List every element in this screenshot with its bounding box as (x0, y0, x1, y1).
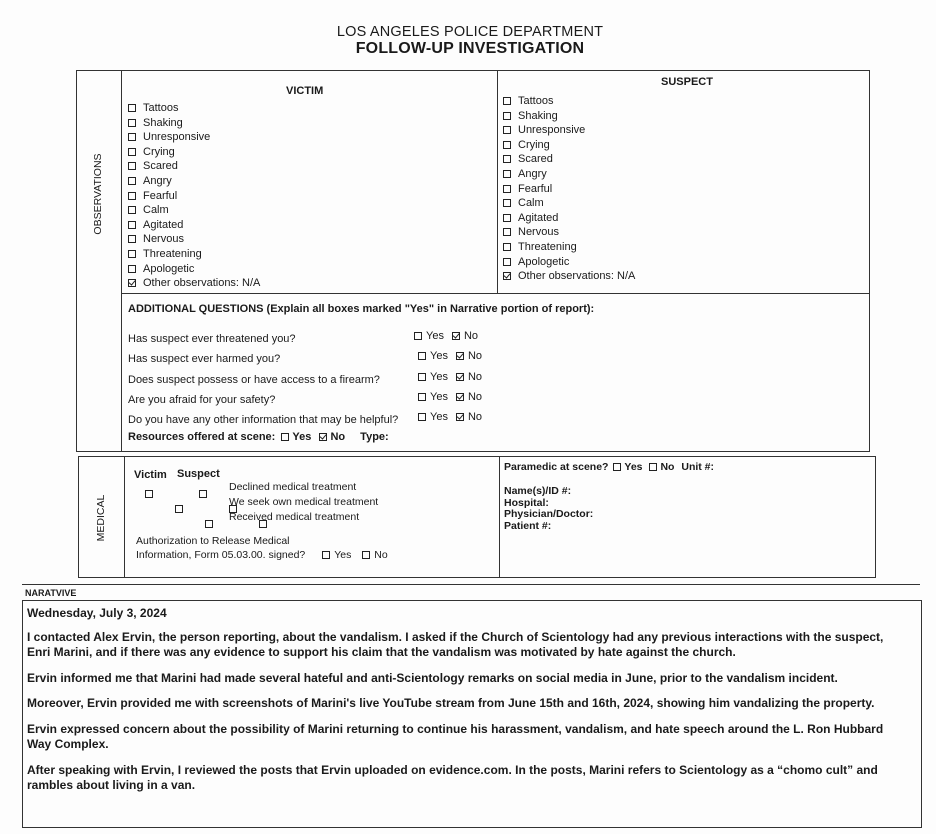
question-text: Has suspect ever threatened you? (128, 333, 296, 345)
victim-observation-label: Fearful (143, 189, 178, 202)
suspect-observation-item (503, 240, 635, 255)
authorization-line2: Information, Form 05.03.00. signed? (136, 549, 306, 561)
medical-suspect-col: Suspect (177, 468, 220, 480)
suspect-observation-label: Tattoos (518, 95, 554, 107)
narrative-paragraph: I contacted Alex Ervin, the person reporting, about the vandalism. I asked if the Church of Scientology had any previous interactions with the suspect, Enri Marini, and if there was any evidence to support his claim that the vandalism was motivated by hate against the church. (27, 629, 884, 659)
victim-observation-checkbox[interactable] (128, 177, 136, 185)
victim-observation-checkbox[interactable] (128, 148, 136, 156)
medical-victim-checkbox[interactable] (205, 520, 213, 528)
suspect-observation-checkbox[interactable] (503, 155, 511, 163)
question-no-checkbox[interactable] (456, 393, 464, 401)
question-yes-label: Yes (430, 411, 448, 423)
suspect-observation-label: Fearful (518, 182, 553, 195)
question-yes-checkbox[interactable] (418, 352, 426, 360)
paramedic-no-checkbox[interactable] (649, 463, 657, 471)
department-name: LOS ANGELES POLICE DEPARTMENT (336, 24, 604, 40)
suspect-observation-label: Shaking (518, 109, 558, 122)
question-no-label: No (467, 391, 483, 403)
medical-label: MEDICAL (95, 494, 107, 542)
question-no-checkbox[interactable] (452, 332, 460, 340)
victim-observation-item (128, 145, 260, 160)
victim-observation-item (128, 174, 260, 189)
resources-type-label: Type: (360, 431, 389, 443)
suspect-observation-label: Threatening (518, 240, 577, 253)
medical-victim-checkbox[interactable] (175, 505, 183, 513)
suspect-observation-checkbox[interactable] (503, 272, 511, 280)
victim-observation-item (128, 262, 260, 277)
victim-observation-checkbox[interactable] (128, 235, 136, 243)
unit-label: Unit #: (681, 461, 715, 473)
physician-label: Physician/Doctor: (504, 508, 594, 520)
paramedic-label: Paramedic at scene? (504, 461, 609, 473)
form-title: FOLLOW-UP INVESTIGATION (355, 40, 585, 57)
resources-row (128, 431, 389, 443)
medical-details (504, 486, 593, 532)
medical-treatment-label: We seek own medical treatment (229, 496, 379, 508)
victim-observation-checkbox[interactable] (128, 279, 136, 287)
victim-observation-label: Scared (143, 160, 178, 173)
question-answer (416, 371, 482, 383)
suspect-observation-item (503, 138, 635, 153)
victim-observation-label: Calm (143, 204, 169, 217)
suspect-observation-label: Angry (518, 167, 547, 180)
victim-observation-checkbox[interactable] (128, 104, 136, 112)
suspect-observation-item (503, 255, 635, 270)
suspect-observation-label: Crying (518, 138, 550, 151)
suspect-observation-label: Scared (518, 153, 553, 166)
victim-observation-label: Angry (143, 174, 172, 187)
suspect-observation-item (503, 196, 635, 211)
additional-questions-heading: ADDITIONAL QUESTIONS (Explain all boxes marked "Yes" in Narrative portion of report): (128, 303, 595, 315)
victim-heading: VICTIM (286, 85, 324, 97)
suspect-observation-label: Unresponsive (518, 124, 586, 137)
observations-label: OBSERVATIONS (92, 153, 104, 235)
victim-observation-list (128, 101, 260, 291)
suspect-observation-checkbox[interactable] (503, 170, 511, 178)
name-id-label: Name(s)/ID #: (504, 485, 572, 497)
paramedic-yes-label: Yes (624, 461, 643, 473)
question-no-label: No (467, 350, 483, 362)
victim-observation-item (128, 203, 260, 218)
question-no-label: No (463, 330, 479, 342)
suspect-observation-label: Agitated (518, 211, 559, 224)
medical-suspect-checkbox[interactable] (199, 490, 207, 498)
victim-observation-item (128, 116, 260, 131)
question-yes-checkbox[interactable] (414, 332, 422, 340)
victim-observation-item (128, 189, 260, 204)
medical-victim-checkbox[interactable] (145, 490, 153, 498)
suspect-observation-checkbox[interactable] (503, 126, 511, 134)
suspect-observation-item (503, 94, 635, 109)
suspect-observation-item (503, 211, 635, 226)
victim-observation-label: Apologetic (143, 262, 195, 275)
suspect-observation-label: Calm (518, 197, 544, 210)
suspect-observation-list (503, 94, 635, 284)
question-no-label: No (467, 371, 483, 383)
suspect-observation-item (503, 109, 635, 124)
resources-no-label: No (330, 431, 346, 443)
authorization-yes-label: Yes (334, 549, 352, 561)
medical-treatment-label: Received medical treatment (229, 511, 360, 523)
medical-treatment-label: Declined medical treatment (229, 481, 357, 493)
suspect-observation-item (503, 225, 635, 240)
suspect-observation-checkbox[interactable] (503, 97, 511, 105)
question-text: Are you afraid for your safety? (128, 394, 276, 406)
narrative-paragraph: After speaking with Ervin, I reviewed the posts that Ervin uploaded on evidence.com. In the posts, Marini refers to Scientology as a “chomo cult” and rambles about living in a van. (27, 762, 878, 792)
victim-observation-label: Threatening (143, 247, 202, 260)
question-yes-checkbox[interactable] (418, 393, 426, 401)
suspect-observation-label: Apologetic (518, 255, 570, 268)
resources-yes-label: Yes (292, 431, 312, 443)
suspect-observation-checkbox[interactable] (503, 243, 511, 251)
narrative-date: Wednesday, July 3, 2024 (27, 606, 167, 620)
narrative-heading: NARATVIVE (25, 588, 77, 598)
victim-observation-item (128, 232, 260, 247)
authorization-no-label: No (374, 549, 388, 561)
question-no-checkbox[interactable] (456, 352, 464, 360)
hospital-label: Hospital: (504, 496, 549, 509)
victim-observation-checkbox[interactable] (128, 133, 136, 141)
suspect-observation-checkbox[interactable] (503, 228, 511, 236)
paramedic-no-label: No (660, 461, 675, 473)
paramedic-row (504, 461, 714, 473)
suspect-observation-checkbox[interactable] (503, 141, 511, 149)
victim-observation-item (128, 130, 260, 145)
authorization-no-checkbox[interactable] (362, 551, 370, 559)
question-yes-label: Yes (430, 391, 448, 403)
narrative-paragraph: Moreover, Ervin provided me with screenshots of Marini's live YouTube stream from June 15th and 16th, 2024, showing him vandalizing the property. (27, 696, 875, 710)
question-no-label: No (467, 411, 483, 423)
question-text: Does suspect possess or have access to a firearm? (128, 374, 380, 386)
patient-label: Patient #: (504, 519, 552, 532)
victim-observation-item (128, 101, 260, 116)
question-yes-checkbox[interactable] (418, 413, 426, 421)
narrative-paragraph: Ervin informed me that Marini had made several hateful and anti-Scientology remarks on social media in June, prior to the vandalism incident. (27, 670, 838, 685)
question-answer (416, 391, 482, 403)
suspect-heading: SUSPECT (661, 76, 713, 88)
victim-observation-item (128, 218, 260, 233)
question-yes-label: Yes (430, 350, 448, 362)
victim-observation-label: Unresponsive (143, 131, 211, 144)
paramedic-yes-checkbox[interactable] (613, 463, 621, 471)
suspect-observation-checkbox[interactable] (503, 185, 511, 193)
question-no-checkbox[interactable] (456, 413, 464, 421)
victim-observation-label: Tattoos (143, 102, 179, 114)
suspect-observation-label: Nervous (518, 226, 559, 239)
victim-observation-label: Agitated (143, 218, 184, 231)
resources-no-checkbox[interactable] (319, 433, 327, 441)
victim-observation-label: Shaking (143, 116, 183, 129)
suspect-observation-checkbox[interactable] (503, 214, 511, 222)
question-no-checkbox[interactable] (456, 373, 464, 381)
medical-victim-col: Victim (134, 469, 167, 481)
suspect-observation-checkbox[interactable] (503, 258, 511, 266)
question-answer (416, 350, 482, 362)
suspect-observation-checkbox[interactable] (503, 112, 511, 120)
question-yes-label: Yes (426, 330, 444, 342)
suspect-observation-item (503, 182, 635, 197)
victim-observation-item (128, 247, 260, 262)
authorization-line1: Authorization to Release Medical (136, 535, 290, 547)
question-answer (412, 330, 478, 342)
victim-observation-checkbox[interactable] (128, 250, 136, 258)
victim-observation-item (128, 159, 260, 174)
suspect-observation-item (503, 152, 635, 167)
suspect-observation-label: Other observations: N/A (518, 270, 636, 283)
narrative-paragraph: Ervin expressed concern about the possibility of Marini returning to continue his harassment, vandalism, and hate speech around the L. Ron Hubbard Way Complex. (27, 721, 884, 751)
authorization-yes-checkbox[interactable] (322, 551, 330, 559)
suspect-observation-item (503, 269, 635, 284)
question-answer (416, 411, 482, 423)
question-yes-label: Yes (430, 371, 448, 383)
resources-yes-checkbox[interactable] (281, 433, 289, 441)
narrative-paragraphs (27, 630, 907, 794)
victim-observation-checkbox[interactable] (128, 221, 136, 229)
authorization-text (136, 534, 388, 562)
victim-observation-checkbox[interactable] (128, 265, 136, 273)
question-text: Do you have any other information that may be helpful? (128, 414, 399, 426)
victim-observation-checkbox[interactable] (128, 206, 136, 214)
suspect-observation-item (503, 167, 635, 182)
suspect-observation-item (503, 123, 635, 138)
victim-observation-label: Crying (143, 145, 175, 158)
victim-observation-checkbox[interactable] (128, 162, 136, 170)
victim-observation-checkbox[interactable] (128, 119, 136, 127)
resources-label: Resources offered at scene: (128, 431, 276, 443)
question-yes-checkbox[interactable] (418, 373, 426, 381)
question-text: Has suspect ever harmed you? (128, 353, 281, 365)
victim-observation-item (128, 276, 260, 291)
narrative-body (27, 606, 907, 804)
victim-observation-label: Nervous (143, 233, 184, 246)
victim-observation-checkbox[interactable] (128, 192, 136, 200)
suspect-observation-checkbox[interactable] (503, 199, 511, 207)
victim-observation-label: Other observations: N/A (143, 277, 261, 290)
